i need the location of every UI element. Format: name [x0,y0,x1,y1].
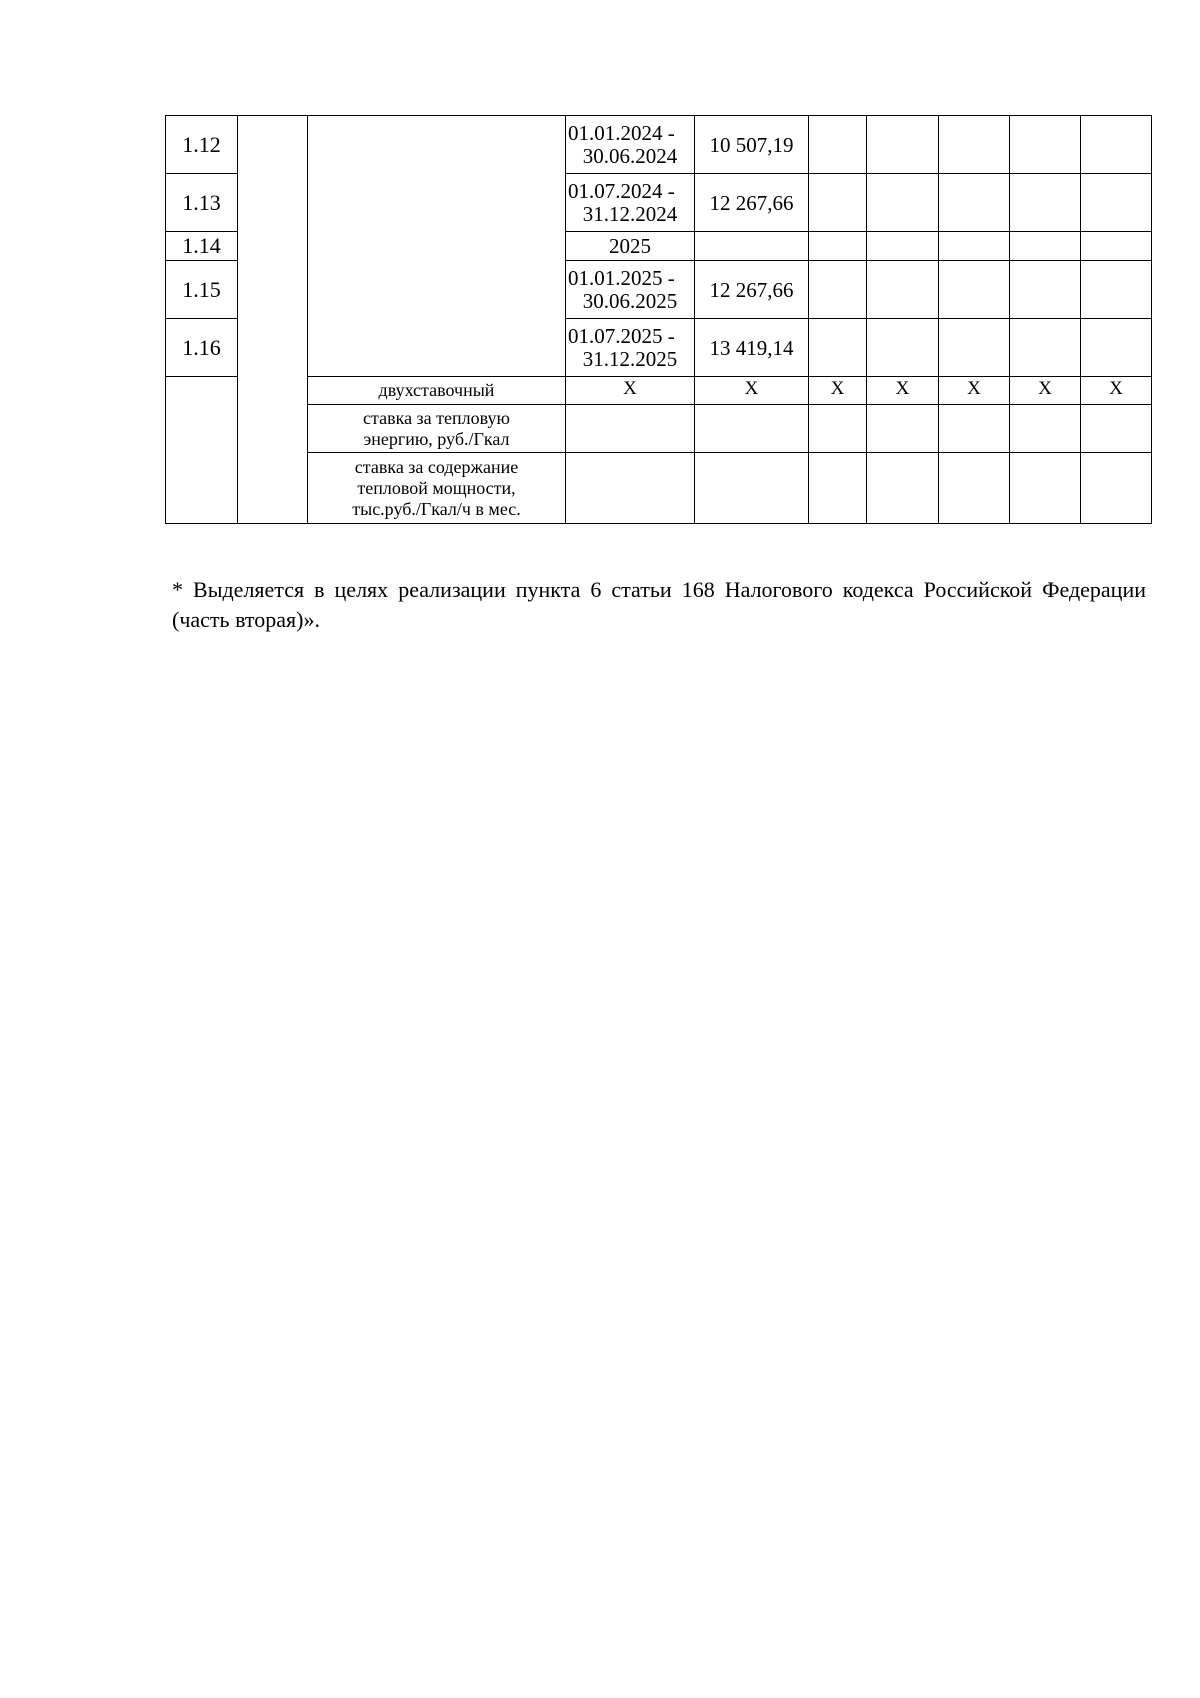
empty-cell [809,232,867,261]
empty-cell [809,116,867,174]
period-end: 31.12.2025 [582,346,678,371]
empty-cell [1010,232,1081,261]
empty-cell [939,116,1010,174]
row-number: 1.13 [166,174,238,232]
energy-rate-label-line: энергию, руб./Гкал [363,428,510,449]
empty-cell [566,405,695,453]
energy-rate-label-line: ставка за тепловую [363,407,510,428]
empty-cell [809,174,867,232]
empty-cell [809,319,867,377]
period-end: 30.06.2024 [582,143,678,168]
value-cell: 12 267,66 [695,261,809,319]
empty-cell [1010,261,1081,319]
empty-cell [809,405,867,453]
row-number: 1.14 [166,232,238,261]
period-cell [566,174,695,232]
x-mark: Х [566,377,695,405]
value-cell [695,232,809,261]
period-start: 01.01.2025 - [568,265,675,290]
empty-cell [939,453,1010,524]
empty-cell [566,453,695,524]
capacity-rate-label [308,453,566,524]
empty-cell [1081,319,1152,377]
merged-description-cell [308,116,566,377]
empty-cell [809,261,867,319]
empty-cell [867,319,939,377]
empty-cell [1081,261,1152,319]
value-cell: 10 507,19 [695,116,809,174]
energy-rate-label [308,405,566,453]
period-start: 01.07.2024 - [568,178,675,203]
footnote: * Выделяется в целях реализации пункта 6 статьи 168 Налогового кодекса Российской Федерации (часть вторая)». [172,577,1146,632]
two-rate-label: двухставочный [308,377,566,405]
x-mark: Х [695,377,809,405]
empty-cell [1081,405,1152,453]
empty-cell [867,116,939,174]
empty-cell [939,405,1010,453]
period-cell [566,319,695,377]
empty-cell [867,405,939,453]
empty-cell [1010,116,1081,174]
empty-cell [867,261,939,319]
capacity-rate-label-line: тыс.руб./Гкал/ч в мес. [352,498,521,519]
table-row [166,405,1152,453]
empty-cell [695,453,809,524]
value-cell: 12 267,66 [695,174,809,232]
empty-cell [1010,174,1081,232]
period-end: 31.12.2024 [582,201,678,226]
empty-cell [867,232,939,261]
merged-column-cell [238,116,308,524]
row-number: 1.16 [166,319,238,377]
x-mark: Х [1010,377,1081,405]
period-cell [566,261,695,319]
period-end: 30.06.2025 [582,288,678,313]
empty-cell [1010,319,1081,377]
x-mark: Х [809,377,867,405]
empty-cell [1081,453,1152,524]
table-row [166,453,1152,524]
row-number: 1.12 [166,116,238,174]
empty-cell [1010,405,1081,453]
empty-cell [1081,232,1152,261]
empty-cell [1081,174,1152,232]
empty-cell [867,453,939,524]
value-cell: 13 419,14 [695,319,809,377]
year-cell: 2025 [566,232,695,261]
table-row [166,116,1152,174]
x-mark: Х [1081,377,1152,405]
capacity-rate-label-line: ставка за содержание [354,456,519,477]
empty-cell [939,319,1010,377]
empty-cell [1081,116,1152,174]
empty-cell [939,174,1010,232]
x-mark: Х [867,377,939,405]
period-start: 01.01.2024 - [568,120,675,145]
empty-cell [695,405,809,453]
period-start: 01.07.2025 - [568,323,675,348]
empty-cell [1010,453,1081,524]
empty-cell [867,174,939,232]
row-number: 1.15 [166,261,238,319]
empty-cell [939,261,1010,319]
empty-cell [939,232,1010,261]
period-cell [566,116,695,174]
table-row [166,377,1152,405]
merged-number-cell [166,377,238,524]
capacity-rate-label-line: тепловой мощности, [357,477,516,498]
tariff-table [165,115,1152,524]
x-mark: Х [939,377,1010,405]
empty-cell [809,453,867,524]
